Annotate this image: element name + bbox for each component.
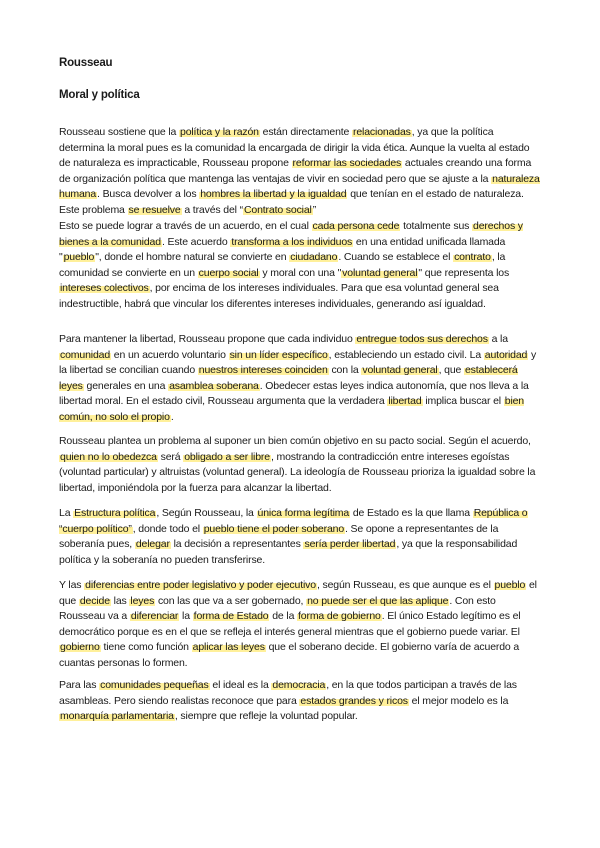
body-text: , según Russeau, es que aunque es el	[316, 579, 494, 591]
paragraph-poderes	[59, 578, 541, 672]
highlighted-text: entregue todos sus derechos	[356, 333, 488, 345]
body-text: Y las	[59, 579, 85, 591]
highlighted-text: única forma legítima	[257, 507, 350, 519]
body-text: actuales creando una forma de organización política que mantenga las ventajas de vivir en sociedad pero que se ajuste a la	[59, 157, 532, 185]
highlighted-text: derechos y bienes a la comunidad	[59, 220, 523, 248]
paragraph-problema	[59, 434, 541, 496]
highlighted-text: pueblo	[63, 251, 95, 264]
body-text: en una entidad unificada llamada "	[59, 235, 506, 264]
highlighted-text: sin un líder específico	[229, 348, 328, 361]
body-text: Rousseau plantea un problema al suponer un bien común objetivo en su pacto social. Según el acuerdo,	[59, 435, 531, 447]
body-text: ”	[312, 203, 317, 216]
highlighted-text: bien común, no solo el propio	[59, 395, 525, 423]
body-text: . El único Estado legítimo es el democrático porque es en el que se refleja el interés general mientras que el gobierno puede variar. El	[59, 610, 521, 638]
body-text: a la	[488, 333, 508, 345]
paragraph-acuerdo	[59, 219, 541, 313]
highlighted-text: hombres la libertad y la igualdad	[200, 188, 347, 201]
document-title: Rousseau	[59, 57, 113, 69]
body-text: de Estado es la que llama	[350, 507, 473, 519]
highlighted-text: democracia	[272, 679, 326, 691]
highlighted-text: delegar	[135, 538, 170, 551]
highlighted-text: decide	[79, 594, 110, 607]
body-text: , que	[438, 364, 464, 377]
paragraph-libertad	[59, 332, 541, 426]
body-text: tiene como función	[100, 641, 192, 654]
highlighted-text: sería perder libertad	[304, 538, 396, 551]
body-text: , mostrando la contradicción entre intereses egoístas (voluntad particular) y altruistas (voluntad general). La ideología de Rousseau prioriza la igualdad sobre la libertad, imponiéndola por la fuerza para alcanzar la libertad.	[59, 450, 536, 494]
highlighted-text: nuestros intereses coinciden	[198, 364, 328, 377]
body-text: , por encima de los intereses individuales. Para que esa voluntad general sea indestructible, habrá que vincular los diferentes intereses individuales, generando así igualdad.	[59, 282, 499, 310]
body-text: , estableciendo un estado civil. La	[328, 348, 484, 361]
body-text: en un acuerdo voluntario	[111, 348, 229, 361]
highlighted-text: no puede ser el que las aplique	[307, 594, 449, 607]
body-text: la decisión a representantes	[170, 538, 304, 551]
highlighted-text: autoridad	[484, 348, 528, 361]
highlighted-text: reformar las sociedades	[292, 157, 402, 170]
body-text: ", donde el hombre natural se convierte en	[95, 251, 290, 264]
body-text: implica buscar el	[422, 395, 504, 408]
highlighted-text: estados grandes y ricos	[300, 694, 408, 707]
body-text: el mejor modelo es la	[408, 694, 509, 707]
body-text: " que representa los	[418, 266, 510, 279]
highlighted-text: ciudadano	[290, 251, 338, 264]
highlighted-text: se resuelve	[128, 203, 181, 216]
highlighted-text: obligado a ser libre	[184, 450, 270, 463]
highlighted-text: forma de Estado	[193, 610, 269, 623]
highlighted-text: cuerpo social	[198, 266, 259, 279]
highlighted-text: naturaleza humana	[59, 172, 540, 201]
highlighted-text: pueblo tiene el poder soberano	[203, 522, 345, 535]
body-text: será	[157, 450, 184, 463]
body-text: el ideal es la	[209, 679, 272, 691]
body-text: . Este acuerdo	[161, 235, 231, 248]
body-text: con la	[328, 364, 362, 377]
highlighted-text: intereses colectivos	[60, 282, 149, 295]
highlighted-text: quien no lo obedezca	[60, 450, 157, 463]
highlighted-text: asamblea soberana	[169, 379, 259, 392]
body-text: . Busca devolver a los	[97, 188, 200, 201]
body-text: . Cuando se establece el	[338, 251, 454, 264]
highlighted-text: relacionadas	[353, 126, 411, 138]
body-text: , ya que la responsabilidad política y la soberanía no pueden transferirse.	[59, 538, 518, 566]
body-text: que el soberano decide. El gobierno varía de acuerdo a cuantas personas lo formen.	[59, 641, 520, 669]
highlighted-text: comunidades pequeñas	[100, 679, 209, 691]
body-text: de la	[269, 610, 298, 623]
body-text: Para mantener la libertad, Rousseau propone que cada individuo	[59, 333, 356, 345]
body-text: , en la que todos participan a través de las asambleas. Pero siendo realistas reconoce que para	[59, 679, 517, 707]
section-heading: Moral y política	[59, 89, 140, 101]
body-text: Rousseau sostiene que la	[59, 126, 179, 138]
highlighted-text: aplicar las leyes	[192, 641, 265, 654]
highlighted-text: forma de gobierno	[298, 610, 381, 623]
body-text: Esto se puede lograr a través de un acuerdo, en el cual	[59, 220, 312, 232]
highlighted-text: diferencias entre poder legislativo y poder ejecutivo	[85, 579, 316, 591]
highlighted-text: diferenciar	[130, 610, 179, 623]
body-text: . Con esto Rousseau va a	[59, 594, 496, 623]
body-text: que tenían en el estado de naturaleza. Este problema	[59, 188, 524, 216]
body-text: y moral con una "	[259, 266, 342, 279]
highlighted-text: República o “cuerpo político”	[59, 507, 528, 535]
body-text: con las que va a ser gobernado,	[155, 594, 307, 607]
body-text: las	[110, 594, 130, 607]
highlighted-text: Estructura política	[74, 507, 156, 519]
body-text: la	[179, 610, 193, 623]
body-text: a través del “	[181, 203, 243, 216]
body-text: totalmente sus	[400, 220, 473, 232]
body-text: Para las	[59, 679, 100, 691]
paragraph-politica-razon	[59, 125, 541, 219]
body-text: están directamente	[259, 126, 352, 138]
body-text: , Según Rousseau, la	[156, 507, 257, 519]
body-text: , donde todo el	[132, 522, 203, 535]
paragraph-estructura-politica	[59, 506, 541, 568]
highlighted-text: leyes	[130, 594, 155, 607]
highlighted-text: gobierno	[60, 641, 100, 654]
highlighted-text: contrato	[454, 251, 491, 264]
body-text: , ya que la política determina la moral pues es la comunidad la encargada de dirigir la vida ética. Aunque la vuelta al estado de naturaleza es impracticable, Rousseau propone	[59, 126, 530, 170]
body-text: . Se opone a representantes de la soberanía pues,	[59, 522, 499, 551]
body-text: el que	[59, 579, 537, 607]
body-text: , la comunidad se convierte en un	[59, 251, 506, 279]
highlighted-text: voluntad general	[362, 364, 438, 377]
highlighted-text: Contrato social	[243, 203, 312, 216]
highlighted-text: voluntad general	[342, 266, 418, 279]
body-text: . Obedecer estas leyes indica autonomía, que nos lleva a la libertad moral. En el estado civil, Rousseau argumenta que la verdadera	[59, 379, 529, 408]
paragraph-formas-gobierno	[59, 678, 541, 725]
highlighted-text: transforma a los individuos	[231, 235, 353, 248]
highlighted-text: pueblo	[494, 579, 526, 591]
highlighted-text: libertad	[388, 395, 422, 408]
body-text: .	[170, 410, 174, 423]
highlighted-text: comunidad	[60, 348, 111, 361]
highlighted-text: cada persona cede	[312, 220, 400, 232]
body-text: La	[59, 507, 74, 519]
body-text: y la libertad se concilian cuando	[59, 348, 537, 377]
highlighted-text: establecerá leyes	[59, 364, 518, 392]
body-text: , siempre que refleje la voluntad popular.	[174, 710, 358, 723]
body-text: generales en una	[83, 379, 169, 392]
highlighted-text: política y la razón	[180, 126, 259, 138]
highlighted-text: monarquía parlamentaria	[60, 710, 174, 723]
